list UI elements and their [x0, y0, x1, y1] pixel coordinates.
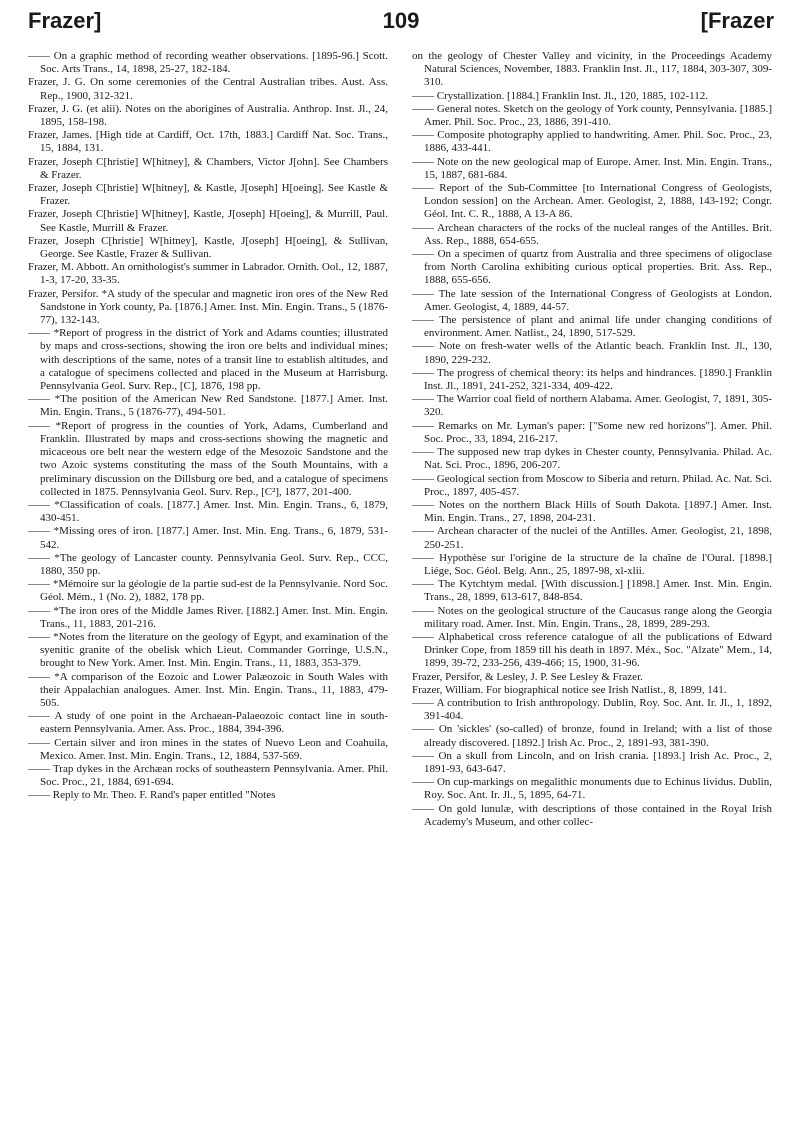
bibliography-entry: —— Certain silver and iron mines in the states of Nuevo Leon and Coahuila, Mexico. Amer. Inst. Min. Engin. Trans., 12, 1884, 537-569. — [28, 736, 388, 762]
bibliography-entry: —— A contribution to Irish anthropology. Dublin, Roy. Soc. Ant. Ir. Jl., 1, 1892, 391-404. — [412, 696, 772, 723]
bibliography-entry: —— Report of the Sub-Committee [to International Congress of Geologists, London session] on the Archean. Amer. Geologist, 2, 1888, 143-192; Congr. Géol. Int. C. R., 1888, A 13-A 86. — [412, 182, 772, 221]
bibliography-entry: Frazer, M. Abbott. An ornithologist's summer in Labrador. Ornith. Ool., 12, 1887, 1-3, 17-20, 33-35. — [28, 261, 388, 287]
bibliography-entry: —— On a specimen of quartz from Australia and three specimens of oligoclase from North Carolina exhibiting curious optical properties. Brit. Ass. Rep., 1888, 655-656. — [412, 248, 772, 287]
bibliography-entry: Frazer, James. [High tide at Cardiff, Oct. 17th, 1883.] Cardiff Nat. Soc. Trans., 15, 1884, 131. — [28, 129, 388, 155]
bibliography-entry: —— The progress of chemical theory: its helps and hindrances. [1890.] Franklin Inst. Jl., 1891, 241-252, 321-334, 409-422. — [412, 366, 772, 393]
bibliography-entry: Frazer, Joseph C[hristie] W[hitney], & Chambers, Victor J[ohn]. See Chambers & Frazer. — [28, 155, 388, 181]
bibliography-entry: —— *A comparison of the Eozoic and Lower Palæozoic in South Wales with their Appalachian analogues. Amer. Inst. Min. Engin. Trans., 11, 1883, 479-505. — [28, 670, 388, 709]
bibliography-entry: —— The supposed new trap dykes in Chester county, Pennsylvania. Philad. Ac. Nat. Sci. Proc., 1896, 206-207. — [412, 446, 772, 472]
bibliography-entry: Frazer, Joseph C[hristie] W[hitney], Kastle, J[oseph] H[oeing], & Sullivan, George. See Kastle, Frazer & Sullivan. — [28, 234, 388, 261]
bibliography-entry: —— Hypothèse sur l'origine de la structure de la chaîne de l'Oural. [1898.] Liége, Soc. Géol. Belg. Ann., 25, 1897-98, xl-xlii. — [412, 551, 772, 577]
bibliography-entry: —— Archean characters of the rocks of the nucleal ranges of the Antilles. Brit. Ass. Rep., 1888, 654-655. — [412, 221, 772, 247]
bibliography-entry: —— Geological section from Moscow to Siberia and return. Philad. Ac. Nat. Sci. Proc., 1897, 405-457. — [412, 472, 772, 498]
bibliography-entry: —— On 'sickles' (so-called) of bronze, found in Ireland; with a list of those already discovered. [1892.] Irish Ac. Proc., 2, 1891-93, 381-390. — [412, 723, 772, 749]
bibliography-entry: —— Notes on the northern Black Hills of South Dakota. [1897.] Amer. Inst. Min. Engin. Trans., 27, 1898, 204-231. — [412, 498, 772, 525]
header-right-running-head: [Frazer — [700, 8, 774, 33]
bibliography-entry: —— On a graphic method of recording weather observations. [1895-96.] Scott. Soc. Arts Trans., 14, 1898, 25-27, 182-184. — [28, 50, 388, 76]
bibliography-entry: —— Composite photography applied to handwriting. Amer. Phil. Soc. Proc., 23, 1886, 433-441. — [412, 129, 772, 155]
bibliography-entry: —— *The iron ores of the Middle James River. [1882.] Amer. Inst. Min. Engin. Trans., 11, 1883, 201-216. — [28, 604, 388, 630]
bibliography-entry: Frazer, Persifor. *A study of the specular and magnetic iron ores of the New Red Sandstone in York county, Pa. [1876.] Amer. Inst. Min. Engin. Trans., 5 (1876-77), 132-143. — [28, 287, 388, 327]
bibliography-entry: Frazer, Joseph C[hristie] W[hitney], & Kastle, J[oseph] H[oeing]. See Kastle & Frazer. — [28, 182, 388, 208]
left-column — [28, 50, 388, 803]
bibliography-entry: Frazer, J. G. On some ceremonies of the Central Australian tribes. Aust. Ass. Rep., 1900, 312-321. — [28, 76, 388, 102]
bibliography-entry: —— Alphabetical cross reference catalogue of all the publications of Edward Drinker Cope, from 1859 till his death in 1897. Méx., Soc. "Alzate" Mem., 14, 1899, 39-72, 233-256, 439-466; 15, 1900, 31-96. — [412, 630, 772, 670]
bibliography-entry: —— On cup-markings on megalithic monuments due to Echinus lividus. Dublin, Roy. Soc. Ant. Ir. Jl., 5, 1895, 64-71. — [412, 776, 772, 802]
bibliography-entry: —— *Report of progress in the district of York and Adams counties; illustrated by maps and cross-sections, showing the iron ore belts and individual mines; with descriptions of the same, notes of a transit line to establish altitudes, and a catalogue of specimens collected and placed in the Museum at Harrisburg. Pennsylvania Geol. Surv. Rep., [C], 1876, 198 pp. — [28, 327, 388, 393]
bibliography-entry: —— Note on fresh-water wells of the Atlantic beach. Franklin Inst. Jl., 130, 1890, 229-232. — [412, 340, 772, 366]
bibliography-entry: —— Notes on the geological structure of the Caucasus range along the Georgia military road. Amer. Inst. Min. Engin. Trans., 28, 1899, 289-293. — [412, 604, 772, 630]
bibliography-entry: Frazer, William. For biographical notice see Irish Natlist., 8, 1899, 141. — [412, 683, 727, 696]
bibliography-entry: —— *Missing ores of iron. [1877.] Amer. Inst. Min. Eng. Trans., 6, 1879, 531-542. — [28, 525, 388, 551]
bibliography-entry: Frazer, J. G. (et alii). Notes on the aborigines of Australia. Anthrop. Inst. Jl., 24, 1895, 158-198. — [28, 102, 388, 129]
bibliography-entry: —— *Report of progress in the counties of York, Adams, Cumberland and Franklin. Illustrated by maps and cross-sections showing the magnetic and micaceous ore belt near the western edge of the Mesozoic Sandstone and the two Azoic systems constituting the mass of the South Mountains, with a preliminary discussion on the Dillsburg ore bed, and a catalogue of specimens collected in 1875. Pennsylvania Geol. Surv. Rep., [C²], 1877, 201-400. — [28, 419, 388, 498]
bibliography-entry: Frazer, Persifor, & Lesley, J. P. See Lesley & Frazer. — [412, 670, 643, 683]
bibliography-entry: —— Crystallization. [1884.] Franklin Inst. Jl., 120, 1885, 102-112. — [412, 89, 708, 102]
bibliography-entry: —— The Warrior coal field of northern Alabama. Amer. Geologist, 7, 1891, 305-320. — [412, 393, 772, 419]
bibliography-entry: on the geology of Chester Valley and vicinity, in the Proceedings Academy Natural Sciences, November, 1883. Franklin Inst. Jl., 117, 1884, 303-307, 309-310. — [412, 50, 772, 89]
bibliography-entry: —— Trap dykes in the Archæan rocks of southeastern Pennsylvania. Amer. Phil. Soc. Proc., 21, 1884, 691-694. — [28, 762, 388, 789]
bibliography-entry: Frazer, Joseph C[hristie] W[hitney], Kastle, J[oseph] H[oeing], & Murrill, Paul. See Kastle, Murrill & Frazer. — [28, 208, 388, 234]
bibliography-entry: —— The persistence of plant and animal life under changing conditions of environment. Amer. Natlist., 24, 1890, 517-529. — [412, 314, 772, 340]
bibliography-entry: —— *Notes from the literature on the geology of Egypt, and examination of the syenitic granite of the obelisk which Lieut. Commander Gorringe, U.S.N., brought to New York. Amer. Inst. Min. Engin. Trans., 11, 1883, 353-379. — [28, 630, 388, 670]
bibliography-entry: —— The late session of the International Congress of Geologists at London. Amer. Geologist, 4, 1889, 44-57. — [412, 287, 772, 313]
bibliography-entry: —— General notes. Sketch on the geology of York county, Pennsylvania. [1885.] Amer. Phil. Soc. Proc., 23, 1886, 391-410. — [412, 102, 772, 129]
bibliography-entry: —— *The position of the American New Red Sandstone. [1877.] Amer. Inst. Min. Engin. Trans., 5 (1876-77), 494-501. — [28, 393, 388, 419]
bibliography-entry: —— *The geology of Lancaster county. Pennsylvania Geol. Surv. Rep., CCC, 1880, 350 pp. — [28, 551, 388, 577]
bibliography-entry: —— On gold lunulæ, with descriptions of those contained in the Royal Irish Academy's Museum, and other collec- — [412, 802, 772, 828]
bibliography-entry: —— *Mémoire sur la géologie de la partie sud-est de la Pennsylvanie. Nord Soc. Géol. Mém., 1 (No. 2), 1882, 178 pp. — [28, 578, 388, 604]
bibliography-entry: —— Archean character of the nuclei of the Antilles. Amer. Geologist, 21, 1898, 250-251. — [412, 525, 772, 551]
page-number: 109 — [382, 8, 420, 33]
bibliography-entry: —— Reply to Mr. Theo. F. Rand's paper entitled "Notes — [28, 789, 276, 802]
page-header — [28, 8, 774, 38]
bibliography-entry: —— *Classification of coals. [1877.] Amer. Inst. Min. Engin. Trans., 6, 1879, 430-451. — [28, 498, 388, 525]
bibliography-entry: —— Note on the new geological map of Europe. Amer. Inst. Min. Engin. Trans., 15, 1887, 681-684. — [412, 155, 772, 181]
bibliography-entry: —— The Kytchtym medal. [With discussion.] [1898.] Amer. Inst. Min. Engin. Trans., 28, 1899, 613-617, 848-854. — [412, 578, 772, 604]
bibliography-entry: —— A study of one point in the Archaean-Palaeozoic contact line in south-eastern Pennsylvania. Amer. Ass. Proc., 1884, 394-396. — [28, 710, 388, 736]
bibliography-entry: —— On a skull from Lincoln, and on Irish crania. [1893.] Irish Ac. Proc., 2, 1891-93, 643-647. — [412, 749, 772, 775]
bibliography-entry: —— Remarks on Mr. Lyman's paper: ["Some new red horizons"]. Amer. Phil. Soc. Proc., 33, 1894, 216-217. — [412, 419, 772, 445]
right-column — [412, 50, 772, 829]
header-left-running-head: Frazer] — [28, 8, 102, 33]
